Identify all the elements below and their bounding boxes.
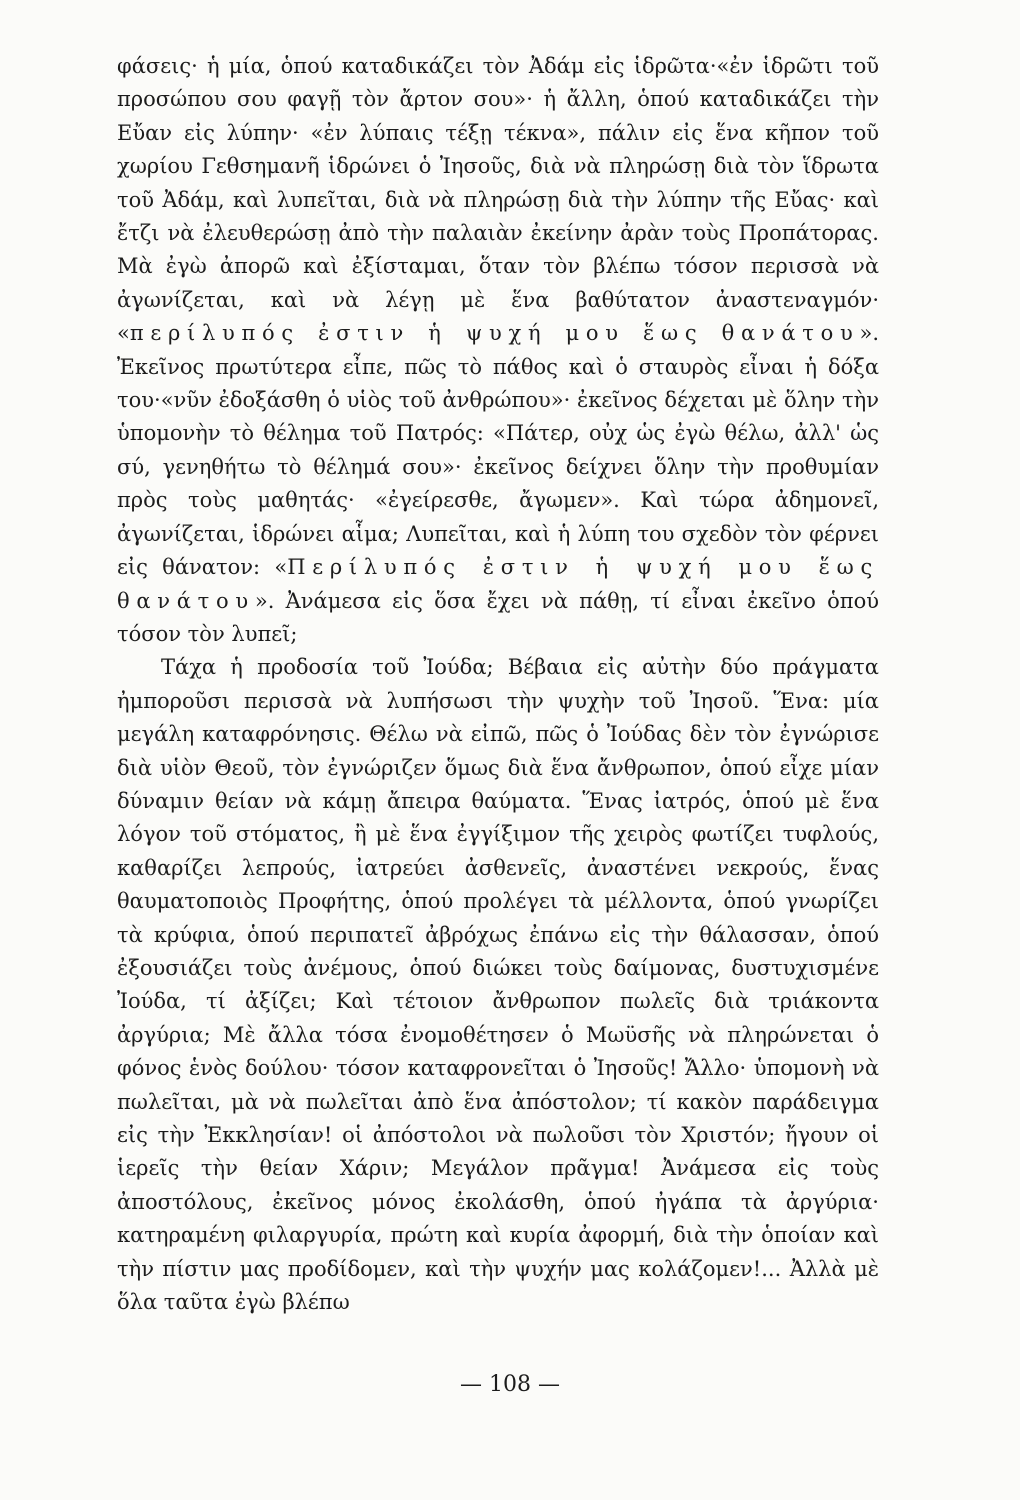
- text-run: ». Ἀνάμεσα εἰς ὅσα ἔχει νὰ πάθῃ, τί εἶναι ἐκεῖνο ὁπού τόσον τὸν λυπεῖ;: [117, 588, 879, 646]
- text-run: ». Ἐκεῖνος πρωτύτερα εἶπε, πῶς τὸ πάθος καὶ ὁ σταυρὸς εἶναι ἡ δόξα του·«νῦν ἐδοξάσθη ὁ υἱὸς τοῦ ἀνθρώπου»· ἐκεῖνος δέχεται μὲ ὅλην τὴν ὑπομονὴν τὸ θέλημα τοῦ Πατρός: «Πάτερ, οὐχ ὡς ἐγὼ θέλω, ἀλλ' ὡς σύ, γενηθήτω τὸ θέλημά σου»· ἐκεῖνος δείχνει ὅλην τὴν προθυμίαν πρὸς τοὺς μαθητάς· «ἐγείρεσθε, ἄγωμεν». Καὶ τώρα ἀδημονεῖ, ἀγωνίζεται, ἱδρώνει αἷμα; Λυπεῖται, καὶ ἡ λύπη του σχεδὸν τὸν φέρνει εἰς θάνατον: «: [117, 321, 879, 580]
- text-run: φάσεις· ἡ μία, ὁπού καταδικάζει τὸν Ἀδάμ εἰς ἱδρῶτα·«ἐν ἱδρῶτι τοῦ προσώπου σου φαγῇ τὸν ἄρτον σου»· ἡ ἄλλη, ὁπού καταδικάζει τὴν Εὔαν εἰς λύπην· «ἐν λύπαις τέξῃ τέκνα», πάλιν εἰς ἕνα κῆπον τοῦ χωρίου Γεθσημανῆ ἱδρώνει ὁ Ἰησοῦς, διὰ νὰ πληρώσῃ διὰ τὸν ἵδρωτα τοῦ Ἀδάμ, καὶ λυπεῖται, διὰ νὰ πληρώσῃ διὰ τὴν λύπην τῆς Εὔας· καὶ ἔτζι νὰ ἐλευθερώσῃ ἀπὸ τὴν παλαιὰν ἐκείνην ἀρὰν τοὺς Προπάτορας. Μὰ ἐγὼ ἀπορῶ καὶ ἐξίσταμαι, ὅταν τὸν βλέπω τόσον περισσὰ νὰ ἀγωνίζεται, καὶ νὰ λέγῃ μὲ ἕνα βαθύτατον ἀναστεναγμόν· «: [117, 54, 879, 346]
- body-text: [117, 50, 879, 1319]
- paragraph-1: [117, 50, 879, 651]
- page-number: — 108 —: [460, 1372, 560, 1397]
- emphasized-quote: περίλυπός ἐστιν ἡ ψυχή μου ἕως θανάτου: [129, 321, 860, 346]
- paragraph-2: Τάχα ἡ προδοσία τοῦ Ἰούδα; Βέβαια εἰς αὐτὴν δύο πράγματα ἠμποροῦσι περισσὰ νὰ λυπήσωσι τὴν ψυχὴν τοῦ Ἰησοῦ. Ἕνα: μία μεγάλη καταφρόνησις. Θέλω νὰ εἰπῶ, πῶς ὁ Ἰούδας δὲν τὸν ἐγνώρισε διὰ υἱὸν Θεοῦ, τὸν ἐγνώριζεν ὅμως διὰ ἕνα ἄνθρωπον, ὁπού εἶχε μίαν δύναμιν θείαν νὰ κάμῃ ἄπειρα θαύματα. Ἕνας ἰατρός, ὁπού μὲ ἕνα λόγον τοῦ στόματος, ἢ μὲ ἕνα ἐγγίξιμον τῆς χειρὸς φωτίζει τυφλούς, καθαρίζει λεπρούς, ἰατρεύει ἀσθενεῖς, ἀναστένει νεκρούς, ἕνας θαυματοποιὸς Προφήτης, ὁπού προλέγει τὰ μέλλοντα, ὁπού γνωρίζει τὰ κρύφια, ὁπού περιπατεῖ ἀβρόχως ἐπάνω εἰς τὴν θάλασσαν, ὁπού ἐξουσιάζει τοὺς ἀνέμους, ὁπού διώκει τοὺς δαίμονας, δυστυχισμένε Ἰούδα, τί ἀξίζει; Καὶ τέτοιον ἄνθρωπον πωλεῖς διὰ τριάκοντα ἀργύρια; Μὲ ἄλλα τόσα ἐνομοθέτησεν ὁ Μωϋσῆς νὰ πληρώνεται ὁ φόνος ἑνὸς δούλου· τόσον καταφρονεῖται ὁ Ἰησοῦς! Ἄλλο· ὑπομονὴ νὰ πωλεῖται, μὰ νὰ πωλεῖται ἀπὸ ἕνα ἀπόστολον; τί κακὸν παράδειγμα εἰς τὴν Ἐκκλησίαν! οἱ ἀπόστολοι νὰ πωλοῦσι τὸν Χριστόν; ἤγουν οἱ ἱερεῖς τὴν θείαν Χάριν; Μεγάλον πρᾶγμα! Ἀνάμεσα εἰς τοὺς ἀποστόλους, ἐκεῖνος μόνος ἐκολάσθη, ὁπού ἠγάπα τὰ ἀργύρια· κατηραμένη φιλαργυρία, πρώτη καὶ κυρία ἀφορμή, διὰ τὴν ὁποίαν καὶ τὴν πίστιν μας προδίδομεν, καὶ τὴν ψυχήν μας κολάζομεν!... Ἀλλὰ μὲ ὅλα ταῦτα ἐγὼ βλέπω: [117, 655, 879, 1315]
- emphasized-quote: Περίλυπός ἐστιν ἡ ψυχή μου ἕως θανάτου: [117, 555, 880, 613]
